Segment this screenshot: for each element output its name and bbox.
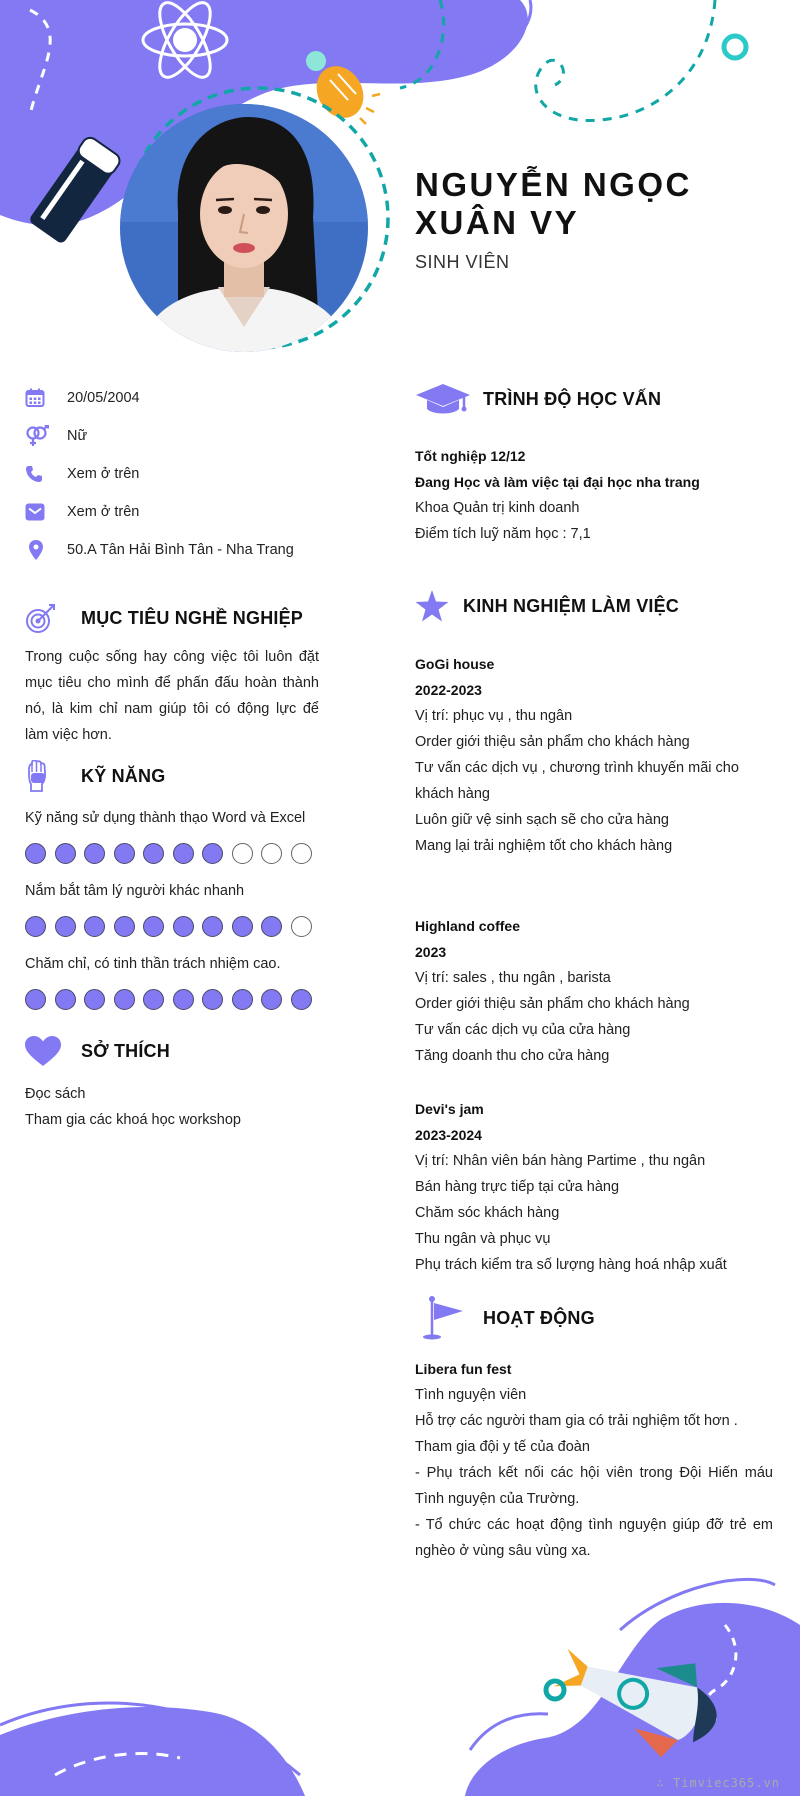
objective-text: Trong cuộc sống hay công việc tôi luôn đặt mục tiêu cho mình để phấn đấu hoàn thành nó, là kim chỉ nam giúp tôi có động lực để làm việc hơn. (25, 649, 319, 743)
skill-rating (25, 843, 312, 864)
skill-label: Chăm chỉ, có tinh thần trách nhiệm cao. (25, 956, 281, 972)
contact-address-text: 50.A Tân Hải Bình Tân - Nha Trang (67, 542, 294, 558)
job-detail: Phụ trách kiểm tra số lượng hàng hoá nhập xuất (415, 1257, 727, 1273)
job-period: 2023-2024 (415, 1127, 482, 1143)
rating-dot-filled (25, 843, 46, 864)
education-line: Tốt nghiệp 12/12 (415, 448, 526, 464)
rating-dot-filled (173, 989, 194, 1010)
skill-rating (25, 916, 312, 937)
avatar (118, 102, 370, 354)
rating-dot-filled (143, 989, 164, 1010)
activity-detail: Tham gia đội y tế của đoàn (415, 1439, 590, 1455)
heart-icon (25, 1036, 81, 1066)
rating-dot-filled (114, 916, 135, 937)
job-detail: Thu ngân và phục vụ (415, 1231, 551, 1247)
education-heading (415, 382, 661, 416)
rating-dot-filled (55, 989, 76, 1010)
education-title: TRÌNH ĐỘ HỌC VẤN (483, 388, 662, 409)
target-icon (25, 602, 81, 634)
rating-dot-empty (291, 843, 312, 864)
job-detail: Order giới thiệu sản phẩm cho khách hàng (415, 734, 690, 750)
rating-dot-filled (114, 989, 135, 1010)
rating-dot-filled (114, 843, 135, 864)
rating-dot-empty (291, 916, 312, 937)
job-detail: Vị trí: phục vụ , thu ngân (415, 708, 573, 724)
education-line: Khoa Quản trị kinh doanh (415, 500, 580, 516)
activities-title: HOẠT ĐỘNG (483, 1307, 595, 1328)
activity-detail: Hỗ trợ các người tham gia có trải nghiệm tốt hơn . (415, 1413, 738, 1429)
job-entry (415, 651, 775, 859)
star-icon (415, 590, 463, 622)
rating-dot-filled (202, 989, 223, 1010)
hobby-item: Đọc sách (25, 1086, 86, 1102)
skill-rating (25, 989, 312, 1010)
rating-dot-filled (291, 989, 312, 1010)
experience-title: KINH NGHIỆM LÀM VIỆC (463, 595, 680, 616)
job-detail: Bán hàng trực tiếp tại cửa hàng (415, 1179, 620, 1195)
skill-label: Kỹ năng sử dụng thành thạo Word và Excel (25, 810, 306, 826)
objective-heading (25, 602, 303, 634)
hobbies-title: SỞ THÍCH (81, 1040, 170, 1061)
rating-dot-filled (261, 916, 282, 937)
activities-details (415, 1356, 773, 1564)
skills-title: KỸ NĂNG (81, 765, 166, 786)
rating-dot-empty (261, 843, 282, 864)
contact-birthdate-text: 20/05/2004 (67, 390, 140, 406)
candidate-name: NGUYỄN NGỌC XUÂN VY (415, 166, 692, 241)
rating-dot-filled (202, 916, 223, 937)
graduation-cap-icon (415, 382, 483, 416)
contact-phone (25, 459, 365, 489)
job-entry (415, 913, 775, 1069)
rating-dot-filled (173, 843, 194, 864)
rating-dot-filled (143, 916, 164, 937)
job-company: GoGi house (415, 656, 495, 672)
contact-gender (25, 421, 365, 451)
job-detail: Luôn giữ vệ sinh sạch sẽ cho cửa hàng (415, 812, 669, 828)
contact-phone-text: Xem ở trên (67, 466, 140, 482)
contact-email (25, 497, 365, 527)
location-pin-icon (25, 538, 53, 562)
rating-dot-filled (232, 989, 253, 1010)
rating-dot-filled (202, 843, 223, 864)
activities-heading (415, 1295, 595, 1341)
activity-detail: - Tổ chức các hoạt động tình nguyện giúp đỡ trẻ em nghèo ở vùng sâu vùng xa. (415, 1517, 773, 1559)
rating-dot-filled (55, 843, 76, 864)
rating-dot-filled (84, 916, 105, 937)
fist-icon (25, 760, 81, 792)
job-detail: Vị trí: sales , thu ngân , barista (415, 970, 611, 986)
rating-dot-filled (84, 843, 105, 864)
activity-detail: - Phụ trách kết nối các hội viên trong Đội Hiến máu Tình nguyện của Trường. (415, 1465, 773, 1507)
rating-dot-filled (143, 843, 164, 864)
experience-heading (415, 590, 679, 622)
watermark: ∴ Timviec365.vn (656, 1776, 780, 1790)
phone-icon (25, 462, 53, 486)
skill-label: Nắm bắt tâm lý người khác nhanh (25, 883, 245, 899)
activity-event: Libera fun fest (415, 1361, 512, 1377)
job-detail: Tư vấn các dịch vụ của cửa hàng (415, 1022, 631, 1038)
job-detail: Vị trí: Nhân viên bán hàng Partime , thu ngân (415, 1153, 706, 1169)
flag-icon (415, 1295, 483, 1341)
rating-dot-filled (173, 916, 194, 937)
job-detail: Chăm sóc khách hàng (415, 1205, 560, 1221)
education-details (415, 443, 780, 547)
contact-address (25, 535, 365, 565)
job-detail: Tư vấn các dịch vụ , chương trình khuyến mãi cho khách hàng (415, 760, 739, 802)
rating-dot-filled (84, 989, 105, 1010)
candidate-role: SINH VIÊN (415, 252, 510, 272)
hobbies-heading (25, 1036, 170, 1066)
hobby-item: Tham gia các khoá học workshop (25, 1112, 241, 1128)
activity-detail: Tình nguyện viên (415, 1387, 527, 1403)
calendar-icon (25, 386, 53, 410)
rating-dot-filled (55, 916, 76, 937)
gender-icon (25, 424, 53, 448)
rating-dot-empty (232, 843, 253, 864)
job-period: 2022-2023 (415, 682, 482, 698)
hobbies-list (25, 1081, 325, 1133)
job-detail: Order giới thiệu sản phẩm cho khách hàng (415, 996, 690, 1012)
rating-dot-filled (25, 916, 46, 937)
objective-title: MỤC TIÊU NGHỀ NGHIỆP (81, 607, 304, 628)
rating-dot-filled (232, 916, 253, 937)
rating-dot-filled (25, 989, 46, 1010)
job-company: Devi's jam (415, 1101, 484, 1117)
education-line: Đang Học và làm việc tại đại học nha trang (415, 474, 700, 490)
job-detail: Mang lại trải nghiệm tốt cho khách hàng (415, 838, 673, 854)
job-entry (415, 1096, 775, 1278)
job-period: 2023 (415, 944, 447, 960)
contact-email-text: Xem ở trên (67, 504, 140, 520)
rating-dot-filled (261, 989, 282, 1010)
job-detail: Tăng doanh thu cho cửa hàng (415, 1048, 610, 1064)
contact-gender-text: Nữ (67, 428, 88, 444)
mail-icon (25, 500, 53, 524)
skills-heading (25, 760, 165, 792)
education-line: Điểm tích luỹ năm học : 7,1 (415, 526, 591, 542)
job-company: Highland coffee (415, 918, 521, 934)
contact-birthdate (25, 383, 365, 413)
